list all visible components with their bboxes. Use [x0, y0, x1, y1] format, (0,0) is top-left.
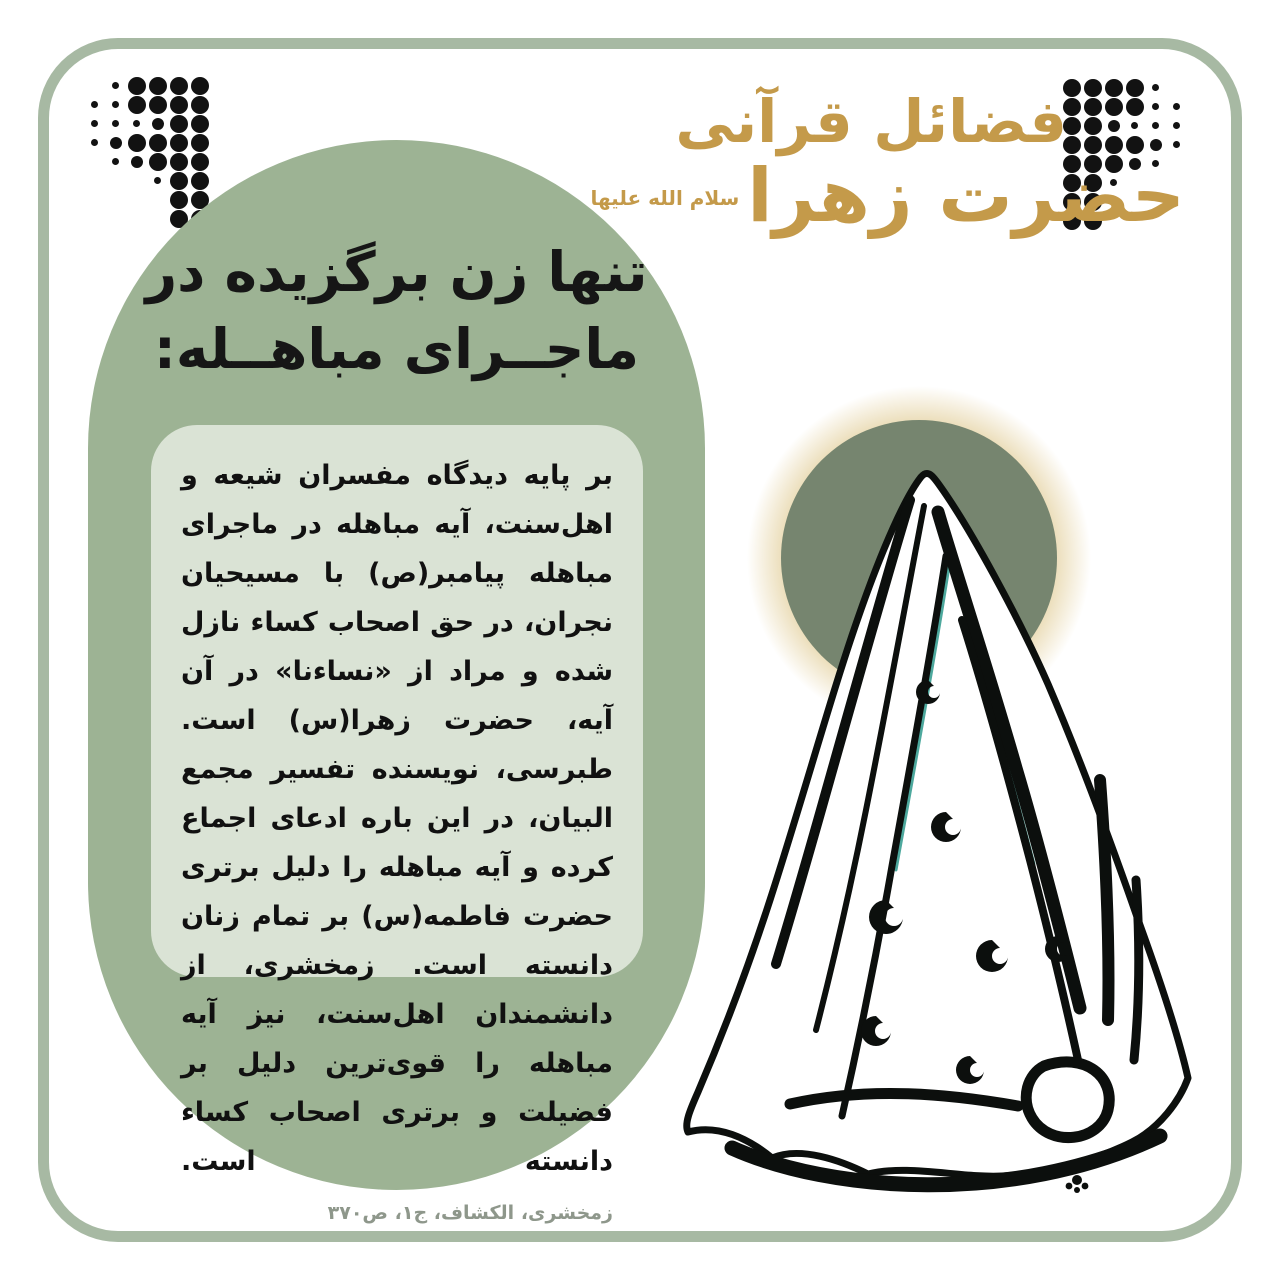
body-copy: بر پایه دیدگاه مفسران شیعه و اهل‌سنت، آیه مباهله در ماجرای مباهله پیامبر(ص) با مسیحیان نجران، در حق اصحاب کساء نازل شده و مراد از «نساءنا» در آن آیه، حضرت زهرا(س) است. طبرسی، نویسنده تفسیر مجمع البیان، در این باره ادعای اجماع کرده و آیه مباهله را دلیل برتری حضرت فاطمه(س) بر تمام زنان دانسته است. زمخشری، از دانشمندان اهل‌سنت، نیز آیه مباهله را قوی‌ترین دلیل بر فضیلت و برتری اصحاب کساء دانسته است.: [181, 460, 613, 1177]
dot-cell: [105, 95, 126, 114]
halftone-dot: [149, 96, 167, 114]
halftone-dot: [91, 120, 98, 127]
dot-cell: [126, 76, 147, 95]
halftone-dot: [152, 118, 164, 130]
dot-cell: [84, 209, 105, 228]
dot-cell: [168, 95, 189, 114]
source-citation: زمخشری، الکشاف، ج۱، ص۳۷۰: [327, 1202, 613, 1224]
dot-cell: [126, 95, 147, 114]
halftone-dot: [191, 96, 209, 114]
body-paragraph: [181, 451, 613, 1238]
dot-cell: [84, 190, 105, 209]
halftone-dot: [112, 120, 119, 127]
dot-cell: [147, 95, 168, 114]
dot-cell: [168, 76, 189, 95]
dot-cell: [189, 114, 210, 133]
halftone-dot: [170, 96, 188, 114]
dot-cell: [84, 114, 105, 133]
title-main: حضرت زهرا: [747, 152, 1185, 239]
dot-cell: [126, 114, 147, 133]
dot-cell: [84, 171, 105, 190]
dot-cell: [147, 114, 168, 133]
halftone-dot: [191, 115, 209, 133]
dot-cell: [105, 76, 126, 95]
section-heading: [118, 140, 675, 388]
halftone-dot: [91, 101, 98, 108]
title-line-1: فضائل قرآنی: [675, 87, 1067, 156]
halftone-dot: [128, 96, 146, 114]
dot-cell: [189, 76, 210, 95]
calligraphy-figure-illustration: [640, 380, 1280, 1280]
heading-line-2: ماجــرای مباهــله:: [153, 317, 640, 381]
halftone-dot: [191, 77, 209, 95]
dot-cell: [84, 76, 105, 95]
content-capsule: [88, 140, 705, 1224]
dot-cell: [168, 114, 189, 133]
halftone-dot: [112, 101, 119, 108]
title-honorific: سلام الله علیها: [590, 185, 740, 210]
title-line-2: [590, 152, 1185, 239]
heading-line-1: تنها زن برگزیده در: [145, 240, 648, 304]
halftone-dot: [128, 77, 146, 95]
poster-title: [590, 87, 1185, 239]
dot-cell: [147, 76, 168, 95]
halftone-dot: [170, 115, 188, 133]
dot-cell: [105, 114, 126, 133]
dot-cell: [84, 152, 105, 171]
halftone-dot: [133, 120, 140, 127]
halftone-dot: [91, 139, 98, 146]
dot-cell: [189, 95, 210, 114]
halftone-dot: [170, 77, 188, 95]
dot-cell: [84, 95, 105, 114]
rose-icon: [1066, 1175, 1089, 1193]
halftone-dot: [149, 77, 167, 95]
body-textbox: [151, 425, 643, 1224]
dot-cell: [84, 133, 105, 152]
halftone-dot: [112, 82, 119, 89]
